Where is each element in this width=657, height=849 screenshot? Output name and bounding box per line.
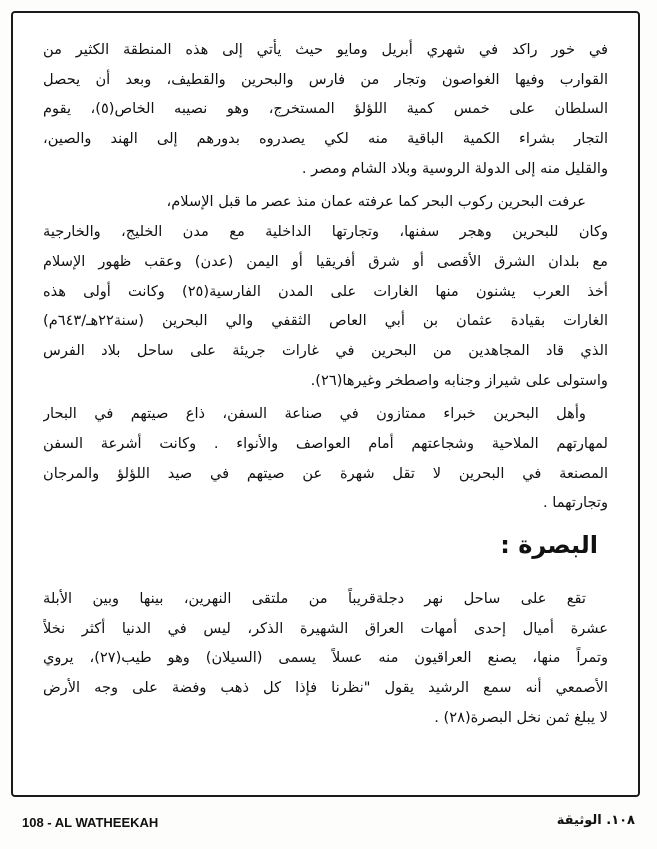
text-line: عشرة أميال إحدى أمهات العراق الشهيرة الذكر، ليس في الدنيا أكثر نخلاً	[43, 619, 608, 637]
text-line: المصنعة في البحرين لا تقل شهرة عن صيتهم في صيد اللؤلؤ والمرجان	[43, 464, 608, 482]
paragraph-bahrain-seafaring	[43, 187, 608, 395]
text-line: الأصمعي أنه سمع الرشيد يقول "نظرنا فإذا كل ذهب وفضة على وجه الأرض	[43, 679, 608, 697]
text-line: في خور راكد في شهري أبريل ومايو حيث يأتي إلى هذه المنطقة الكثير من	[43, 41, 608, 58]
text-line: والقليل منه إلى الدولة الروسية وبلاد الشام ومصر .	[301, 159, 608, 177]
paragraph-basra	[43, 584, 608, 732]
footer-page-label-arabic: ١٠٨. الوثيقة	[556, 813, 635, 828]
text-line: التجار بشراء الكمية الباقية منه لكي يصدروه بدورهم إلى الهند والصين،	[43, 130, 608, 148]
page-frame	[11, 11, 640, 797]
text-line: تقع على ساحل نهر دجلةقريباً من ملتقى النهرين، بينها وبين الأبلة	[43, 590, 586, 607]
text-line: لمهارتهم الملاحية وشجاعتهم أمام العواصف والأنواء . وكانت أشرعة السفن	[43, 434, 608, 452]
text-line: وأهل البحرين خبراء ممتازون في صناعة السفن، ذاع صيتهم في البحار	[43, 405, 586, 423]
article-body	[43, 35, 608, 732]
footer-page-label-latin: 108 - AL WATHEEKAH	[22, 815, 159, 830]
text-line: وكان للبحرين وهجر سفنها، وتجارتها الداخلية مع مدن الخليج، والخارجية	[43, 223, 608, 241]
paragraph-pearl-trade	[43, 35, 608, 183]
text-line: الذي قاد المجاهدين من البحرين في غارات جريئة على ساحل بلاد الفرس	[43, 341, 608, 359]
text-line: الغارات بقيادة عثمان بن أبي العاص الثقفي والي البحرين (سنة٢٢هـ/٦٤٣م)	[43, 312, 608, 330]
text-line: وتمراً منها، يصنع العراقيون منه عسلاً يسمى (السيلان) وهو طيب(٢٧)، يروي	[43, 649, 608, 667]
text-line: القوارب وفيها الغواصون وتجار من فارس والبحرين والقطيف، وبعد أن يحصل	[43, 70, 608, 88]
text-line: مع بلدان الشرق الأقصى أو شرق أفريقيا أو اليمن (عدن) وعقب ظهور الإسلام	[43, 252, 608, 270]
text-line: واستولى على شيراز وجنابه واصطخر وغيرها(٢٦).	[310, 371, 608, 389]
paragraph-shipbuilding	[43, 399, 608, 518]
text-line: السلطان على خمس كمية اللؤلؤ المستخرج، وهو نصيبه الخاص(٥)، يقوم	[43, 100, 608, 118]
text-line: عرفت البحرين ركوب البحر كما عرفته عمان منذ عصر ما قبل الإسلام،	[166, 193, 586, 211]
text-line: لا يبلغ ثمن نخل البصرة(٢٨) .	[434, 708, 608, 726]
text-line: وتجارتهما .	[543, 494, 608, 512]
text-line: أخذ العرب يشنون منها الغارات على المدن الفارسية(٢٥) وكانت أولى هذه	[43, 282, 608, 300]
section-heading: البصرة :	[500, 531, 598, 559]
